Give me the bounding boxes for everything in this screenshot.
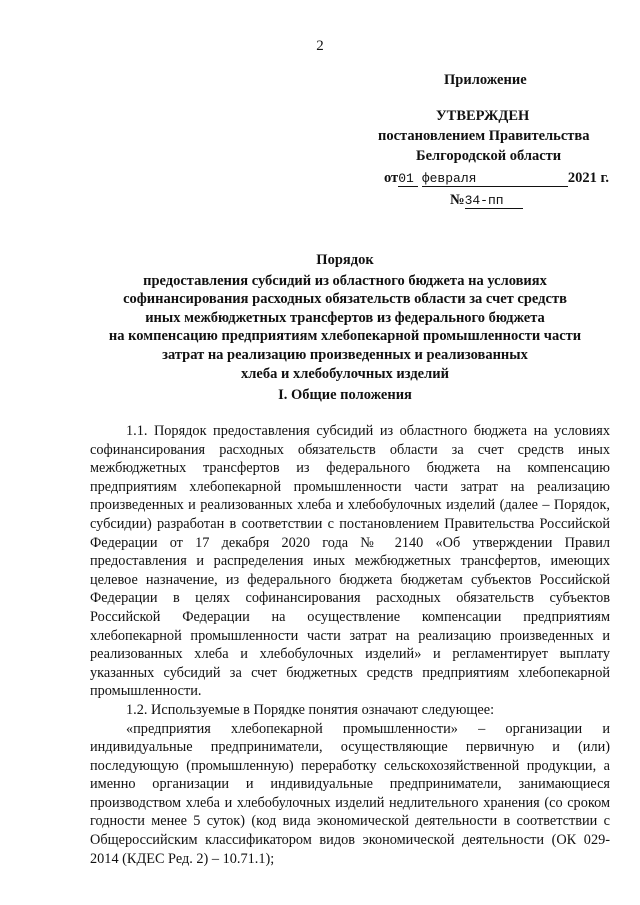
appendix-label: Приложение	[444, 72, 527, 88]
document-title	[80, 251, 610, 383]
region-label: Белгородской области	[416, 148, 562, 164]
definition-paragraph: «предприятия хлебопекарной промышленности» – организации и индивидуальные предприниматели, осуществляющие первичную и (или) последующую (промышленную) переработку сельскохозяйственной продукции, а именно организации и индивидуальные предприниматели, занимающиеся производством хлеба и хлебобулочных изделий недлительного хранения (со сроком годности менее 5 суток) (код вида экономической деятельности в соответствии с Общероссийским классификатором видов экономической деятельности (ОК 029-2014 (КДЕС Ред. 2) – 10.71.1);	[90, 720, 610, 867]
title-line: иных межбюджетных трансфертов из федерального бюджета	[145, 309, 545, 326]
paragraph-1-1: 1.1. Порядок предоставления субсидий из областного бюджета на условиях софинансирования расходных обязательств области за счет средств иных межбюджетных трансфертов из федерального бюджета на компенсацию предприятиям хлебопекарной промышленности части затрат на реализацию произведенных и реализованных хлеба и хлебобулочных изделий (далее – Порядок, субсидии) разработан в соответствии с постановлением Правительства Российской Федерации от 17 декабря 2020 года № 2140 «Об утверждении Правил предоставления и распределения иных межбюджетных трансфертов, имеющих целевое назначение, из федерального бюджета бюджетам субъектов Российской Федерации в целях софинансирования расходных обязательств субъектов Российской Федерации на осуществление компенсации предприятиям хлебопекарной промышленности части затрат на реализацию произведенных и реализованных хлеба и хлебобулочных изделий» и регламентирует выплату указанных субсидий за счет бюджетных средств предприятиям хлебопекарной промышленности.	[90, 423, 610, 700]
page-number: 2	[316, 38, 324, 54]
approval-block	[370, 70, 620, 210]
date-year: 2021 г.	[567, 170, 610, 186]
title-line: затрат на реализацию произведенных и реализованных	[162, 346, 528, 363]
title-line: предоставления субсидий из областного бюджета на условиях	[143, 272, 547, 289]
date-day: 01	[398, 171, 418, 187]
number-prefix: №	[450, 192, 465, 208]
date-month: февраля	[422, 171, 568, 187]
title-line: на компенсацию предприятиям хлебопекарной промышленности части	[108, 328, 582, 345]
approval-number	[370, 190, 620, 210]
decree-label: постановлением Правительства	[378, 128, 590, 144]
date-prefix: от	[384, 170, 399, 186]
section-heading: I. Общие положения	[278, 387, 412, 403]
title-line: хлеба и хлебобулочных изделий	[241, 365, 449, 382]
approval-date	[370, 168, 620, 188]
number-value: 34-пп	[465, 193, 523, 209]
title-line: Порядок	[316, 252, 374, 268]
approved-label: УТВЕРЖДЕН	[436, 108, 530, 124]
body-text	[90, 422, 610, 868]
title-line: софинансирования расходных обязательств области за счет средств	[123, 291, 567, 308]
paragraph-1-2: 1.2. Используемые в Порядке понятия означают следующее:	[126, 701, 495, 718]
